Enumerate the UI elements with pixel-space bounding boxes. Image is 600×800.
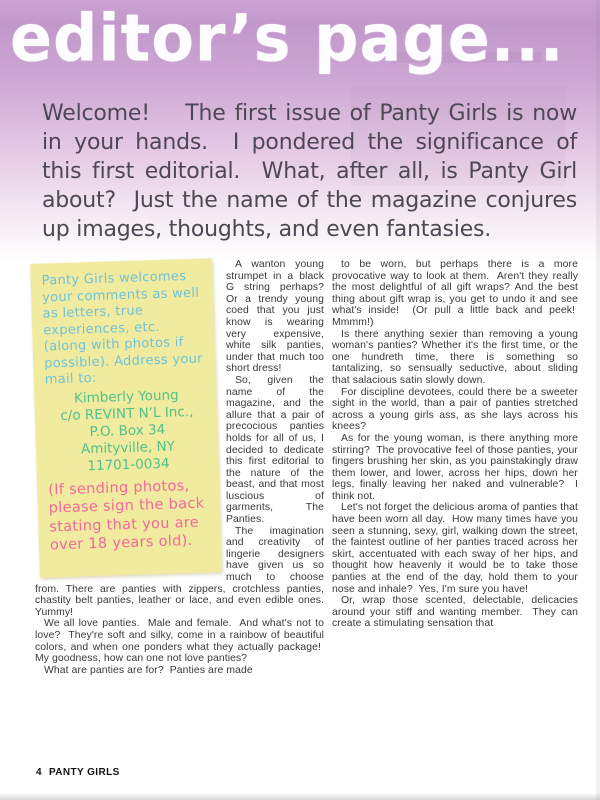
article-column-left — [35, 259, 324, 676]
mailing-address — [45, 386, 210, 476]
page-number: 4 — [36, 767, 42, 778]
scan-edge-artifact — [0, 793, 600, 800]
address-line: Kimberly Young — [73, 386, 179, 407]
scan-edge-artifact — [596, 0, 600, 800]
photo-consent-note: (If sending photos, please sign the back stating that you are over 18 years old). — [47, 477, 205, 554]
magazine-title: PANTY GIRLS — [48, 767, 120, 778]
note-intro-text: Panty Girls welcomes your comments as well as letters, true experiences, etc. (along with photos if possible). Address your mail to: — [41, 269, 204, 388]
article-paragraph: The imagination and creativity of lingerie designers have given us so much to choose from. There are panties with zippers, crotchless panties, chastity belt panties, leather or lace, and even edible ones. Yummy! — [35, 525, 324, 618]
article-paragraph: to be worn, but perhaps there is a more provocative way to look at them. Aren't they really the most delightful of all gift wraps? And the best thing about gift wrap is, you get to undo it and see what's inside! (Or pull a little back and peek! Mmmm!) — [332, 259, 578, 328]
article-paragraph: For discipline devotees, could there be a sweeter sight in the world, than a pair of panties stretched across a young girls ass, as she lays across his knees? — [332, 386, 578, 433]
page-footer — [36, 767, 120, 778]
address-line: P.O. Box 34 — [89, 421, 166, 440]
page-title: editor’s page... — [10, 0, 565, 77]
article-paragraph: As for the young woman, is there anything more stirring? The provocative feel of those panties, your fingers brushing her skin, as you painstakingly draw them lower, and lower, across her hips, down her legs, finally leaving her naked and vulnerable? I think not. — [332, 432, 578, 502]
article-column-right — [332, 259, 578, 676]
article-paragraph: So, given the name of the magazine, and the allure that a pair of precocious panties holds for all of us, I decided to dedicate this first editorial to the nature of the beast, and that most luscious of garments, The Panties. — [226, 374, 324, 526]
article-paragraph: Let's not forget the delicious aroma of panties that have been worn all day. How many times have you seen a stunning, sexy, girl, walking down the street, the faintest outline of her panties traced across her skirt, accentuated with each sway of her hips, and thought how heavenly it would be to take those panties at the end of the day, hold them to your nose and inhale? Yes, I'm sure you have! — [332, 502, 578, 595]
article-paragraph: What are panties are for? Panties are made — [44, 664, 253, 676]
reader-mail-note — [30, 258, 222, 578]
address-line: 11701-0034 — [87, 455, 170, 474]
article-paragraph: We all love panties. Male and female. And what's not to love? They're soft and silky, come in a rainbow of beautiful colors, and when one ponders what they actually package! My goodness, how can one not love panties? — [35, 618, 324, 665]
article-body — [35, 259, 578, 676]
address-line: Amityville, NY — [80, 437, 176, 457]
article-paragraph: A wanton young strumpet in a black G string perhaps? Or a trendy young coed that you just know is wearing very expensive, white silk panties, under that much too short dress! — [226, 259, 324, 375]
address-line: c/o REVINT N’L Inc., — [60, 403, 194, 424]
article-paragraph: Or, wrap those scented, delectable, delicacies around your stiff and wanting member. They can create a stimulating sensation that — [332, 595, 578, 630]
article-paragraph: Is there anything sexier than removing a young woman's panties? Whether it's the first time, or the one hundreth time, there is something so tantalizing, so sensually seductive, about sliding that salacious satin slowly down. — [332, 328, 578, 386]
intro-paragraph: Welcome! The first issue of Panty Girls is now in your hands. I pondered the significance of this first editorial. What, after all, is Panty Girl about? Just the name of the magazine conjures up images, thoughts, and even fantasies. — [42, 101, 577, 242]
